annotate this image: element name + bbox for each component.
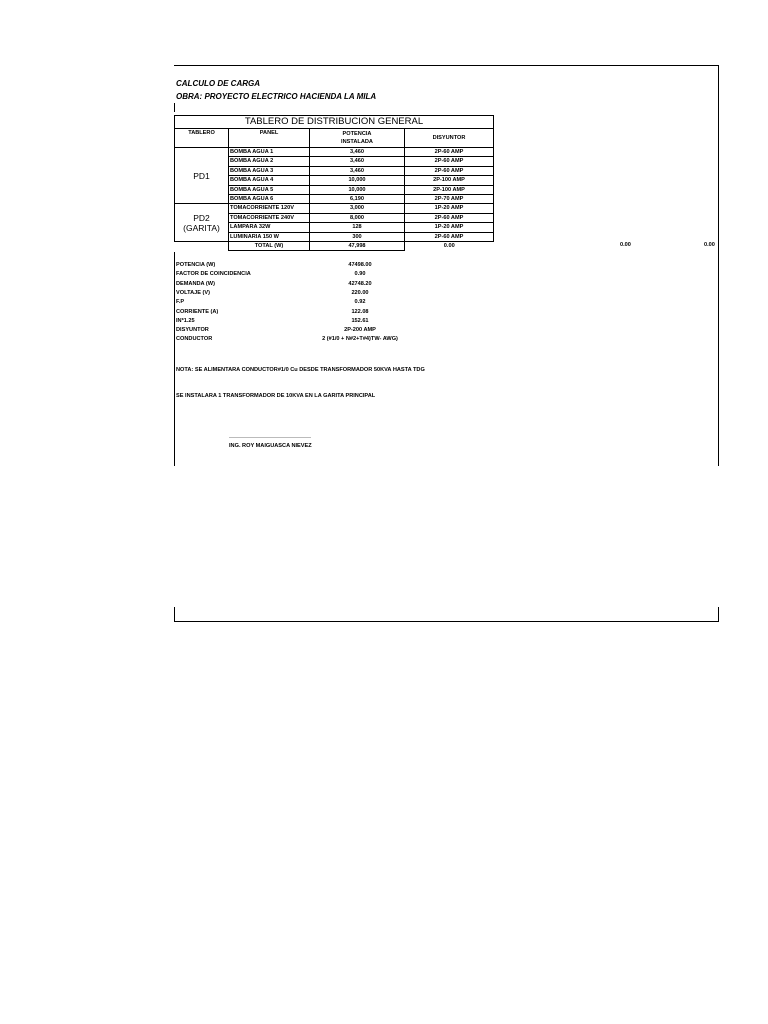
- disyuntor-cell: 2P-70 AMP: [405, 195, 494, 204]
- tablero-cell: PD1: [175, 148, 229, 204]
- summary-label: IN*1.25: [176, 317, 195, 324]
- panel-cell: LAMPARA 32W: [229, 223, 310, 232]
- total-potencia: 47,998: [310, 242, 405, 251]
- col-header-panel: PANEL: [229, 129, 310, 148]
- panel-cell: BOMBA AGUA 4: [229, 176, 310, 185]
- potencia-cell: 3,460: [310, 148, 405, 157]
- potencia-cell: 10,000: [310, 176, 405, 185]
- col-header-potencia: POTENCIA INSTALADA: [310, 129, 405, 148]
- summary-value: 152.61: [351, 317, 369, 324]
- disyuntor-cell: 2P-60 AMP: [405, 213, 494, 222]
- panel-cell: BOMBA AGUA 1: [229, 148, 310, 157]
- table-row: [175, 148, 494, 157]
- disyuntor-cell: 2P-100 AMP: [405, 185, 494, 194]
- panel-cell: BOMBA AGUA 3: [229, 166, 310, 175]
- summary-value: 42748.20: [348, 280, 372, 287]
- table-row: [175, 204, 494, 213]
- disyuntor-cell: 1P-20 AMP: [405, 204, 494, 213]
- project-name: OBRA: PROYECTO ELECTRICO HACIENDA LA MILA: [176, 92, 377, 101]
- note-transformer: SE INSTALARA 1 TRANSFORMADOR DE 10KVA EN LA GARITA PRINCIPAL: [176, 393, 376, 399]
- summary-label: FACTOR DE COINCIDENCIA: [176, 271, 251, 278]
- potencia-cell: 6,190: [310, 195, 405, 204]
- summary-value: 0.90: [354, 271, 366, 278]
- disyuntor-cell: 2P-60 AMP: [405, 166, 494, 175]
- disyuntor-cell: 2P-60 AMP: [405, 157, 494, 166]
- panel-cell: TOMACORRIENTE 240V: [229, 213, 310, 222]
- page-border-top: [174, 65, 719, 66]
- signature-line: [229, 437, 311, 438]
- panel-cell: BOMBA AGUA 2: [229, 157, 310, 166]
- summary-label: CONDUCTOR: [176, 336, 213, 343]
- page-border-left-tick: [174, 103, 175, 112]
- total-disyuntor: 0.00: [405, 242, 494, 251]
- table-title: TABLERO DE DISTRIBUCION GENERAL: [175, 116, 494, 129]
- potencia-cell: 3,000: [310, 204, 405, 213]
- extra-value-2: 0.00: [704, 242, 715, 248]
- disyuntor-cell: 1P-20 AMP: [405, 223, 494, 232]
- col-header-tablero: TABLERO: [175, 129, 229, 148]
- potencia-cell: 8,000: [310, 213, 405, 222]
- potencia-cell: 300: [310, 232, 405, 241]
- summary-value: 122.08: [351, 308, 369, 315]
- summary-label: CORRIENTE (A): [176, 308, 219, 315]
- tablero-cell: PD2 (GARITA): [175, 204, 229, 242]
- distribution-table: [174, 115, 494, 251]
- page-border-left: [174, 252, 175, 466]
- page-border-left-lower: [174, 607, 175, 621]
- document-title: CALCULO DE CARGA: [176, 79, 260, 88]
- summary-label: DISYUNTOR: [176, 327, 209, 334]
- summary-value: 2 (#1/0 + N#2+T#4)TW- AWG): [322, 336, 398, 343]
- potencia-cell: 3,460: [310, 157, 405, 166]
- page-border-right-lower: [718, 607, 719, 621]
- total-row: [175, 242, 494, 251]
- col-header-disyuntor: DISYUNTOR: [405, 129, 494, 148]
- summary-value: 0.92: [354, 299, 366, 306]
- summary-label: POTENCIA (W): [176, 262, 216, 268]
- extra-value-1: 0.00: [620, 242, 631, 248]
- disyuntor-cell: 2P-60 AMP: [405, 232, 494, 241]
- total-label: TOTAL (W): [229, 242, 310, 251]
- page-border-right: [718, 65, 719, 466]
- panel-cell: BOMBA AGUA 5: [229, 185, 310, 194]
- panel-cell: TOMACORRIENTE 120V: [229, 204, 310, 213]
- table-body: [175, 148, 494, 251]
- summary-label: F.P: [176, 299, 185, 306]
- potencia-cell: 10,000: [310, 185, 405, 194]
- summary-label: VOLTAJE (V): [176, 289, 210, 296]
- summary-value: 220.00: [351, 289, 369, 296]
- summary-value: 47498.00: [348, 262, 372, 268]
- summary-label: DEMANDA (W): [176, 280, 215, 287]
- potencia-cell: 3,460: [310, 166, 405, 175]
- potencia-cell: 128: [310, 223, 405, 232]
- disyuntor-cell: 2P-60 AMP: [405, 148, 494, 157]
- page-border-bottom: [174, 621, 719, 622]
- disyuntor-cell: 2P-100 AMP: [405, 176, 494, 185]
- signature-name: ING. ROY MAIGUASCA NIEVEZ: [229, 443, 312, 449]
- panel-cell: BOMBA AGUA 6: [229, 195, 310, 204]
- panel-cell: LUMINARIA 150 W: [229, 232, 310, 241]
- note-conductor: NOTA: SE ALIMENTARA CONDUCTOR#1/0 Cu DESDE TRANSFORMADOR 50KVA HASTA TDG: [176, 367, 425, 373]
- total-blank-cell: [175, 242, 229, 251]
- summary-value: 2P-200 AMP: [344, 327, 376, 334]
